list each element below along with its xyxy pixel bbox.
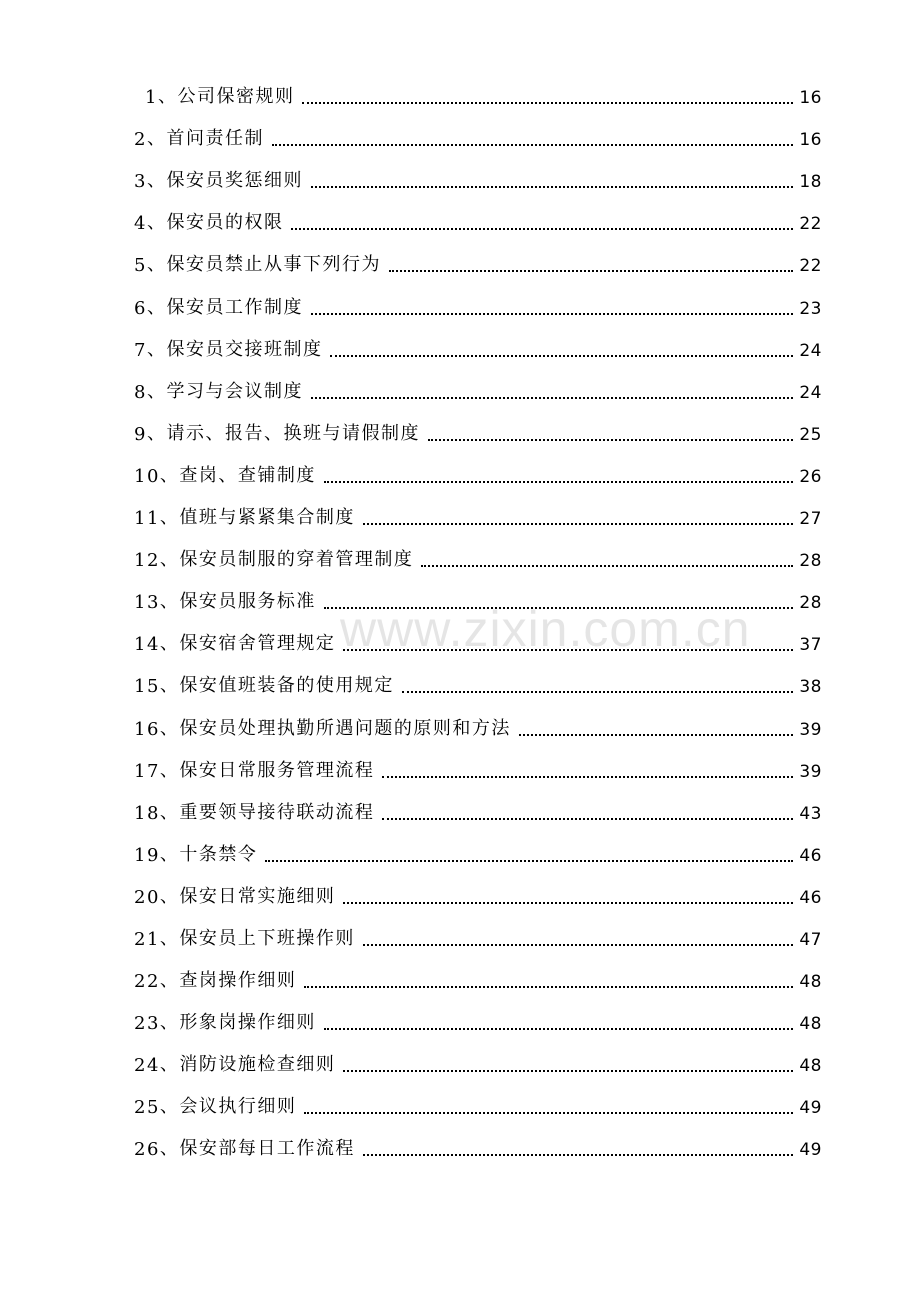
toc-entry-page-number: 28 <box>799 551 822 572</box>
toc-entry[interactable] <box>134 445 822 487</box>
toc-entry-number: 21 <box>134 928 160 950</box>
toc-entry-page-number: 26 <box>799 466 822 487</box>
toc-dot-leader <box>311 182 793 188</box>
toc-dot-leader <box>343 645 793 651</box>
toc-entry[interactable] <box>134 571 822 613</box>
toc-dot-leader <box>324 1024 793 1030</box>
toc-entry-separator: 、 <box>159 759 180 781</box>
toc-dot-leader <box>382 814 793 820</box>
toc-entry[interactable] <box>134 529 822 571</box>
toc-entry-number: 3 <box>134 171 147 193</box>
toc-entry-title: 保安员上下班操作则 <box>179 927 355 949</box>
toc-entry-title: 保安员的权限 <box>166 212 284 234</box>
toc-entry[interactable] <box>134 150 822 192</box>
toc-entry-title: 保安员交接班制度 <box>166 338 323 360</box>
toc-entry-page-number: 46 <box>799 845 822 866</box>
toc-entry-title: 请示、报告、换班与请假制度 <box>166 422 420 444</box>
toc-entry[interactable] <box>134 655 822 697</box>
toc-dot-leader <box>382 772 793 778</box>
toc-entry-page-number: 18 <box>799 172 822 193</box>
toc-dot-leader <box>402 687 793 693</box>
toc-entry-number: 16 <box>134 718 160 740</box>
toc-entry-separator: 、 <box>146 422 167 444</box>
toc-dot-leader <box>265 856 793 862</box>
toc-entry-separator: 、 <box>146 296 167 318</box>
toc-entry-number: 19 <box>134 844 160 866</box>
toc-entry-separator: 、 <box>159 675 180 697</box>
toc-entry-number: 5 <box>134 255 147 277</box>
toc-entry-page-number: 46 <box>799 887 822 908</box>
toc-entry-number: 8 <box>134 381 147 403</box>
toc-entry-page-number: 39 <box>799 719 822 740</box>
toc-entry-number: 22 <box>134 971 160 993</box>
toc-entry-title: 重要领导接待联动流程 <box>179 801 375 823</box>
toc-dot-leader <box>363 940 793 946</box>
toc-entry-title: 保安宿舍管理规定 <box>179 633 336 655</box>
toc-entry[interactable] <box>134 782 822 824</box>
toc-entry[interactable] <box>134 992 822 1034</box>
toc-entry[interactable] <box>134 1076 822 1118</box>
toc-dot-leader <box>304 1108 793 1114</box>
toc-entry-number: 2 <box>134 129 147 151</box>
toc-entry-separator: 、 <box>146 212 167 234</box>
toc-entry-separator: 、 <box>159 885 180 907</box>
toc-entry-title: 保安值班装备的使用规定 <box>179 675 394 697</box>
toc-entry-page-number: 22 <box>799 256 822 277</box>
toc-entry-separator: 、 <box>146 338 167 360</box>
toc-dot-leader <box>343 898 793 904</box>
toc-entry-page-number: 48 <box>799 1056 822 1077</box>
toc-entry-page-number: 16 <box>799 130 822 151</box>
toc-entry-separator: 、 <box>159 717 180 739</box>
toc-entry-title: 保安员处理执勤所遇问题的原则和方法 <box>179 717 511 739</box>
toc-entry-title: 首问责任制 <box>166 128 264 150</box>
toc-entry-page-number: 28 <box>799 593 822 614</box>
toc-entry-page-number: 25 <box>799 424 822 445</box>
toc-dot-leader <box>311 393 793 399</box>
toc-entry-number: 26 <box>134 1139 160 1161</box>
toc-entry[interactable] <box>134 866 822 908</box>
toc-entry-title: 保安员禁止从事下列行为 <box>166 254 381 276</box>
toc-entry-separator: 、 <box>159 801 180 823</box>
toc-entry-separator: 、 <box>159 591 180 613</box>
toc-entry-number: 1 <box>145 87 158 109</box>
toc-entry-title: 学习与会议制度 <box>166 380 303 402</box>
toc-dot-leader <box>330 351 793 357</box>
toc-entry[interactable] <box>134 403 822 445</box>
toc-dot-leader <box>363 1150 793 1156</box>
toc-entry-separator: 、 <box>159 1054 180 1076</box>
toc-dot-leader <box>304 982 793 988</box>
toc-entry-title: 值班与紧紧集合制度 <box>179 507 355 529</box>
toc-entry-number: 25 <box>134 1097 160 1119</box>
toc-entry-separator: 、 <box>159 1096 180 1118</box>
toc-entry-separator: 、 <box>146 380 167 402</box>
toc-entry-separator: 、 <box>146 254 167 276</box>
toc-entry[interactable] <box>134 361 822 403</box>
toc-entry[interactable] <box>134 66 822 108</box>
toc-entry[interactable] <box>134 824 822 866</box>
toc-entry-page-number: 43 <box>799 803 822 824</box>
toc-entry-title: 保安员工作制度 <box>166 296 303 318</box>
toc-entry-page-number: 24 <box>799 382 822 403</box>
toc-entry-title: 保安部每日工作流程 <box>179 1138 355 1160</box>
toc-entry-number: 17 <box>134 760 160 782</box>
toc-entry-separator: 、 <box>157 86 178 108</box>
toc-entry-number: 15 <box>134 676 160 698</box>
toc-entry[interactable] <box>134 487 822 529</box>
toc-entry-separator: 、 <box>159 633 180 655</box>
toc-dot-leader <box>311 309 793 315</box>
toc-entry-title: 保安员制服的穿着管理制度 <box>179 549 414 571</box>
toc-entry[interactable] <box>134 740 822 782</box>
toc-entry[interactable] <box>134 276 822 318</box>
toc-entry-title: 消防设施检查细则 <box>179 1054 336 1076</box>
toc-entry-number: 14 <box>134 634 160 656</box>
toc-entry-separator: 、 <box>159 843 180 865</box>
toc-entry[interactable] <box>134 192 822 234</box>
toc-entry-title: 保安日常服务管理流程 <box>179 759 375 781</box>
toc-entry-number: 10 <box>134 465 160 487</box>
toc-dot-leader <box>291 224 793 230</box>
toc-entry-separator: 、 <box>159 927 180 949</box>
toc-entry[interactable] <box>134 1118 822 1160</box>
toc-entry-separator: 、 <box>159 1012 180 1034</box>
toc-entry-number: 7 <box>134 339 147 361</box>
toc-entry-number: 23 <box>134 1013 160 1035</box>
toc-entry-page-number: 39 <box>799 761 822 782</box>
toc-entry-separator: 、 <box>159 1138 180 1160</box>
toc-entry[interactable] <box>134 1034 822 1076</box>
toc-entry-title: 公司保密规则 <box>177 86 295 108</box>
toc-entry-page-number: 27 <box>799 509 822 530</box>
toc-entry-page-number: 16 <box>799 88 822 109</box>
toc-entry-number: 24 <box>134 1055 160 1077</box>
toc-entry[interactable] <box>134 234 822 276</box>
toc-dot-leader <box>421 561 793 567</box>
toc-dot-leader <box>519 730 793 736</box>
toc-entry-number: 18 <box>134 802 160 824</box>
toc-entry-page-number: 38 <box>799 677 822 698</box>
toc-dot-leader <box>389 266 793 272</box>
toc-dot-leader <box>363 519 793 525</box>
toc-entry-title: 保安员奖惩细则 <box>166 170 303 192</box>
toc-entry-page-number: 48 <box>799 1014 822 1035</box>
toc-entry[interactable] <box>134 697 822 739</box>
toc-entry-separator: 、 <box>159 507 180 529</box>
toc-entry-page-number: 24 <box>799 340 822 361</box>
toc-entry-page-number: 37 <box>799 635 822 656</box>
toc-entry-title: 保安员服务标准 <box>179 591 316 613</box>
toc-entry[interactable] <box>134 950 822 992</box>
toc-entry-number: 9 <box>134 423 147 445</box>
toc-entry[interactable] <box>134 613 822 655</box>
toc-entry-page-number: 49 <box>799 1140 822 1161</box>
toc-entry-title: 十条禁令 <box>179 843 258 865</box>
toc-entry-separator: 、 <box>159 549 180 571</box>
toc-entry-title: 保安日常实施细则 <box>179 885 336 907</box>
toc-entry-separator: 、 <box>159 970 180 992</box>
toc-entry[interactable] <box>134 319 822 361</box>
toc-entry-page-number: 47 <box>799 929 822 950</box>
toc-entry-number: 13 <box>134 592 160 614</box>
toc-entry-number: 4 <box>134 213 147 235</box>
toc-entry-page-number: 49 <box>799 1098 822 1119</box>
toc-dot-leader <box>428 435 793 441</box>
toc-dot-leader <box>302 98 793 104</box>
toc-entry-title: 形象岗操作细则 <box>179 1012 316 1034</box>
toc-entry-number: 6 <box>134 297 147 319</box>
toc-dot-leader <box>343 1066 793 1072</box>
toc-entry-number: 11 <box>134 508 160 530</box>
toc-entry-title: 查岗操作细则 <box>179 970 297 992</box>
toc-entry-number: 20 <box>134 886 160 908</box>
toc-entry-title: 会议执行细则 <box>179 1096 297 1118</box>
toc-entry-separator: 、 <box>146 128 167 150</box>
toc-entry[interactable] <box>134 908 822 950</box>
toc-dot-leader <box>324 603 793 609</box>
toc-entry-page-number: 23 <box>799 298 822 319</box>
toc-entry-title: 查岗、查铺制度 <box>179 464 316 486</box>
toc-entry-separator: 、 <box>159 464 180 486</box>
table-of-contents <box>134 66 822 1160</box>
toc-entry[interactable] <box>134 108 822 150</box>
watermark: www.zixin.com.cn <box>340 601 751 657</box>
toc-entry-separator: 、 <box>146 170 167 192</box>
toc-dot-leader <box>272 140 793 146</box>
toc-dot-leader <box>324 477 793 483</box>
toc-entry-number: 12 <box>134 550 160 572</box>
toc-entry-page-number: 22 <box>799 214 822 235</box>
toc-entry-page-number: 48 <box>799 972 822 993</box>
